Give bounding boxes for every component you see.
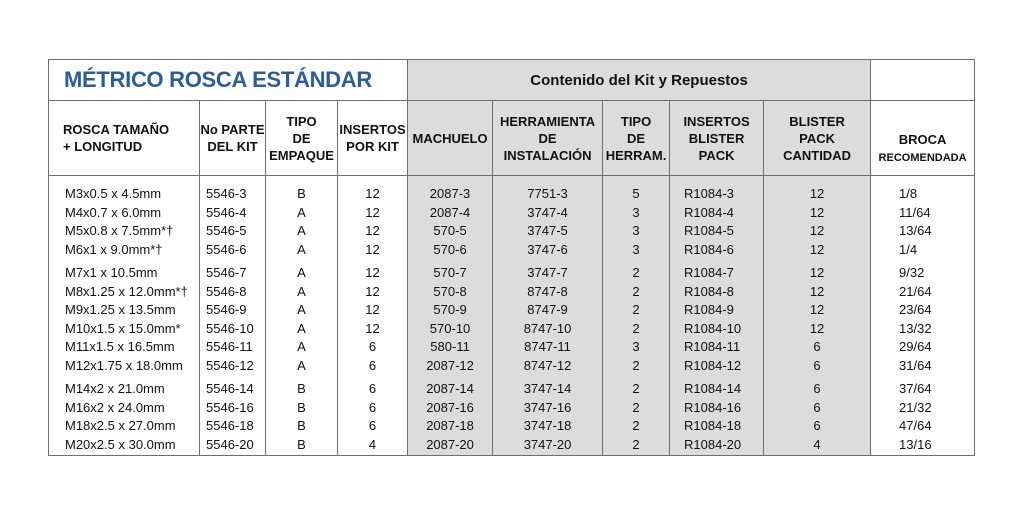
table-cell: 570-8 — [433, 283, 467, 299]
table-cell: 5546-6 — [206, 241, 247, 257]
table-cell: 2 — [632, 399, 640, 415]
table-cell: 8747-9 — [527, 302, 568, 317]
table-cell: 3747-5 — [527, 223, 568, 238]
table-cell: B — [297, 399, 306, 415]
table-cell: 5546-9 — [206, 302, 247, 317]
table-cell: 2087-16 — [426, 399, 474, 415]
col-machuelo — [408, 176, 493, 456]
header-no-parte: No PARTE DEL KIT — [200, 101, 266, 176]
table-cell: 5546-11 — [206, 339, 253, 354]
table-cell: 8747-11 — [524, 339, 571, 354]
table-cell: 3747-4 — [527, 204, 568, 220]
header-broca-sub: RECOMENDADA — [878, 152, 967, 164]
col-tipo-herram — [603, 176, 670, 456]
table-cell: 13/16 — [899, 436, 932, 452]
table-cell: 12 — [809, 302, 825, 317]
col-insertos-por-kit — [338, 176, 408, 456]
table-cell: R1084-8 — [684, 283, 734, 299]
table-cell: M9x1.25 x 13.5mm — [65, 302, 176, 317]
table-cell: A — [297, 302, 306, 317]
table-cell: 3 — [632, 241, 640, 257]
table-cell: A — [297, 265, 306, 280]
header-tipo-herram: TIPO DE HERRAM. — [603, 101, 670, 176]
table-cell: 6 — [813, 357, 821, 373]
table-cell: M5x0.8 x 7.5mm*† — [65, 223, 174, 238]
table-cell: M12x1.75 x 18.0mm — [65, 357, 183, 373]
table-cell: R1084-16 — [684, 399, 742, 415]
table-cell: B — [297, 186, 306, 201]
table-cell: R1084-9 — [684, 302, 734, 317]
col-herramienta — [493, 176, 603, 456]
table-cell: 11/64 — [899, 204, 931, 220]
table-cell: 6 — [368, 357, 377, 373]
header-broca-label: BROCA — [898, 132, 947, 147]
table-cell: M16x2 x 24.0mm — [65, 399, 165, 415]
table-cell: M8x1.25 x 12.0mm*† — [65, 283, 188, 299]
table-cell: 6 — [813, 339, 821, 354]
table-cell: R1084-10 — [684, 320, 742, 336]
header-insertos-blister: INSERTOS BLISTER PACK — [670, 101, 764, 176]
table-cell: R1084-20 — [684, 436, 742, 452]
table-cell: 2087-12 — [426, 357, 474, 373]
table-cell: 6 — [368, 381, 377, 396]
table-cell: 12 — [809, 186, 825, 201]
table-cell: 2 — [632, 436, 640, 452]
table-cell: 6 — [368, 339, 377, 354]
table-cell: 2 — [632, 357, 640, 373]
table-cell: 29/64 — [899, 339, 932, 354]
table-cell: 6 — [813, 399, 821, 415]
header-insertos-por-kit: INSERTOS POR KIT — [338, 101, 408, 176]
table-cell: 12 — [365, 241, 380, 257]
table-cell: M20x2.5 x 30.0mm — [65, 436, 176, 452]
header-tipo-empaque: TIPO DE EMPAQUE — [266, 101, 338, 176]
table-cell: A — [297, 223, 306, 238]
table-cell: 8747-8 — [527, 283, 568, 299]
table-cell: 6 — [813, 418, 821, 433]
table-cell: 12 — [809, 204, 825, 220]
table-cell: R1084-7 — [684, 265, 734, 280]
table-cell: 12 — [365, 265, 380, 280]
table-cell: 6 — [368, 399, 377, 415]
table-cell: 5546-7 — [206, 265, 247, 280]
table-cell: R1084-12 — [684, 357, 742, 373]
col-tipo-empaque — [266, 176, 338, 456]
header-herramienta: HERRAMIENTA DE INSTALACIÓN — [493, 101, 603, 176]
header-machuelo: MACHUELO — [408, 101, 493, 176]
table-cell: M18x2.5 x 27.0mm — [65, 418, 176, 433]
header-blank-cell — [871, 60, 975, 101]
table-cell: R1084-4 — [684, 204, 734, 220]
table-cell: A — [297, 241, 306, 257]
table-cell: 5546-16 — [206, 399, 254, 415]
header-rosca: ROSCA TAMAÑO + LONGITUD — [49, 101, 200, 176]
table-cell: 580-11 — [430, 339, 470, 354]
table-cell: 5546-3 — [206, 186, 247, 201]
col-insertos-blister — [670, 176, 764, 456]
table-cell: A — [297, 357, 306, 373]
table-cell: 2087-14 — [426, 381, 474, 396]
table-cell: 2 — [632, 302, 640, 317]
table-cell: 5546-8 — [206, 283, 247, 299]
table-cell: 5 — [632, 186, 640, 201]
table-cell: B — [297, 381, 306, 396]
table-cell: 2 — [632, 265, 640, 280]
table-cell: 3747-16 — [523, 399, 572, 415]
table-cell: 3 — [632, 339, 640, 354]
table-cell: 12 — [365, 320, 380, 336]
kit-section-title: Contenido del Kit y Repuestos — [408, 60, 871, 101]
table-cell: 12 — [365, 186, 380, 201]
table-cell: 12 — [365, 223, 380, 238]
col-rosca — [49, 176, 200, 456]
table-cell: 570-5 — [433, 223, 467, 238]
table-cell: M11x1.5 x 16.5mm — [65, 339, 175, 354]
table-cell: 12 — [365, 302, 380, 317]
table-cell: M7x1 x 10.5mm — [65, 265, 158, 280]
table-cell: B — [297, 436, 306, 452]
table-cell: 2 — [632, 381, 640, 396]
table-cell: 12 — [365, 283, 380, 299]
table-cell: 4 — [368, 436, 377, 452]
table-cell: 21/32 — [899, 399, 932, 415]
table-cell: R1084-14 — [684, 381, 742, 396]
header-broca — [871, 101, 975, 176]
table-cell: R1084-3 — [684, 186, 734, 201]
table-cell: 5546-5 — [206, 223, 247, 238]
table-cell: M4x0.7 x 6.0mm — [65, 204, 162, 220]
table-cell: 13/64 — [899, 223, 932, 238]
table-cell: 47/64 — [899, 418, 932, 433]
table-cell: 570-9 — [433, 302, 467, 317]
table-cell: 570-10 — [429, 320, 471, 336]
table-cell: R1084-5 — [684, 223, 734, 238]
table-cell: 6 — [368, 418, 377, 433]
table-cell: 5546-14 — [206, 381, 254, 396]
table-cell: 37/64 — [899, 381, 932, 396]
header-blister-cantidad: BLISTER PACK CANTIDAD — [764, 101, 871, 176]
table-cell: 12 — [809, 223, 825, 238]
table-cell: 8747-12 — [523, 357, 572, 373]
table-cell: A — [297, 204, 306, 220]
table-cell: 7751-3 — [527, 186, 568, 201]
table-cell: B — [297, 418, 306, 433]
table-cell: 6 — [813, 381, 821, 396]
table-cell: 31/64 — [899, 357, 932, 373]
table-cell: 2087-3 — [429, 186, 471, 201]
table-cell: M10x1.5 x 15.0mm* — [65, 320, 181, 336]
spec-table — [48, 59, 975, 456]
spec-table-wrapper — [48, 59, 974, 452]
table-cell: 2 — [632, 283, 640, 299]
table-cell: A — [297, 339, 306, 354]
table-cell: 3747-20 — [523, 436, 572, 452]
table-cell: 1/8 — [899, 186, 918, 201]
table-cell: 5546-10 — [206, 320, 254, 336]
table-cell: 4 — [813, 436, 821, 452]
table-cell: 570-7 — [433, 265, 467, 280]
table-cell: R1084-18 — [684, 418, 742, 433]
table-cell: 5546-12 — [206, 357, 254, 373]
table-cell: 5546-4 — [206, 204, 247, 220]
table-cell: 9/32 — [899, 265, 925, 280]
table-cell: 8747-10 — [523, 320, 572, 336]
table-cell: 3747-7 — [527, 265, 568, 280]
table-cell: 570-6 — [433, 241, 467, 257]
table-cell: 2087-4 — [429, 204, 471, 220]
col-blister-cantidad — [764, 176, 871, 456]
table-cell: 5546-20 — [206, 436, 254, 452]
table-cell: 12 — [809, 283, 825, 299]
table-cell: 3747-14 — [523, 381, 572, 396]
table-cell: M6x1 x 9.0mm*† — [65, 241, 163, 257]
table-cell: 3 — [632, 204, 640, 220]
table-cell: 21/64 — [899, 283, 932, 299]
col-no-parte — [200, 176, 266, 456]
table-cell: 12 — [809, 265, 825, 280]
table-cell: 2087-18 — [426, 418, 474, 433]
col-broca — [871, 176, 975, 456]
table-cell: 1/4 — [899, 241, 918, 257]
table-cell: 2087-20 — [426, 436, 474, 452]
table-cell: 13/32 — [899, 320, 932, 336]
table-title: MÉTRICO ROSCA ESTÁNDAR — [49, 60, 408, 101]
table-cell: A — [297, 320, 306, 336]
table-cell: M3x0.5 x 4.5mm — [65, 186, 162, 201]
table-cell: 12 — [365, 204, 380, 220]
table-cell: 5546-18 — [206, 418, 254, 433]
table-cell: A — [297, 283, 306, 299]
table-cell: R1084-11 — [684, 339, 741, 354]
table-cell: 3 — [632, 223, 640, 238]
table-cell: 23/64 — [899, 302, 932, 317]
table-cell: 12 — [809, 241, 825, 257]
table-cell: 12 — [809, 320, 825, 336]
table-cell: R1084-6 — [684, 241, 734, 257]
table-cell: 3747-6 — [527, 241, 568, 257]
table-cell: 3747-18 — [523, 418, 572, 433]
table-cell: M14x2 x 21.0mm — [65, 381, 165, 396]
table-cell: 2 — [632, 320, 640, 336]
table-cell: 2 — [632, 418, 640, 433]
